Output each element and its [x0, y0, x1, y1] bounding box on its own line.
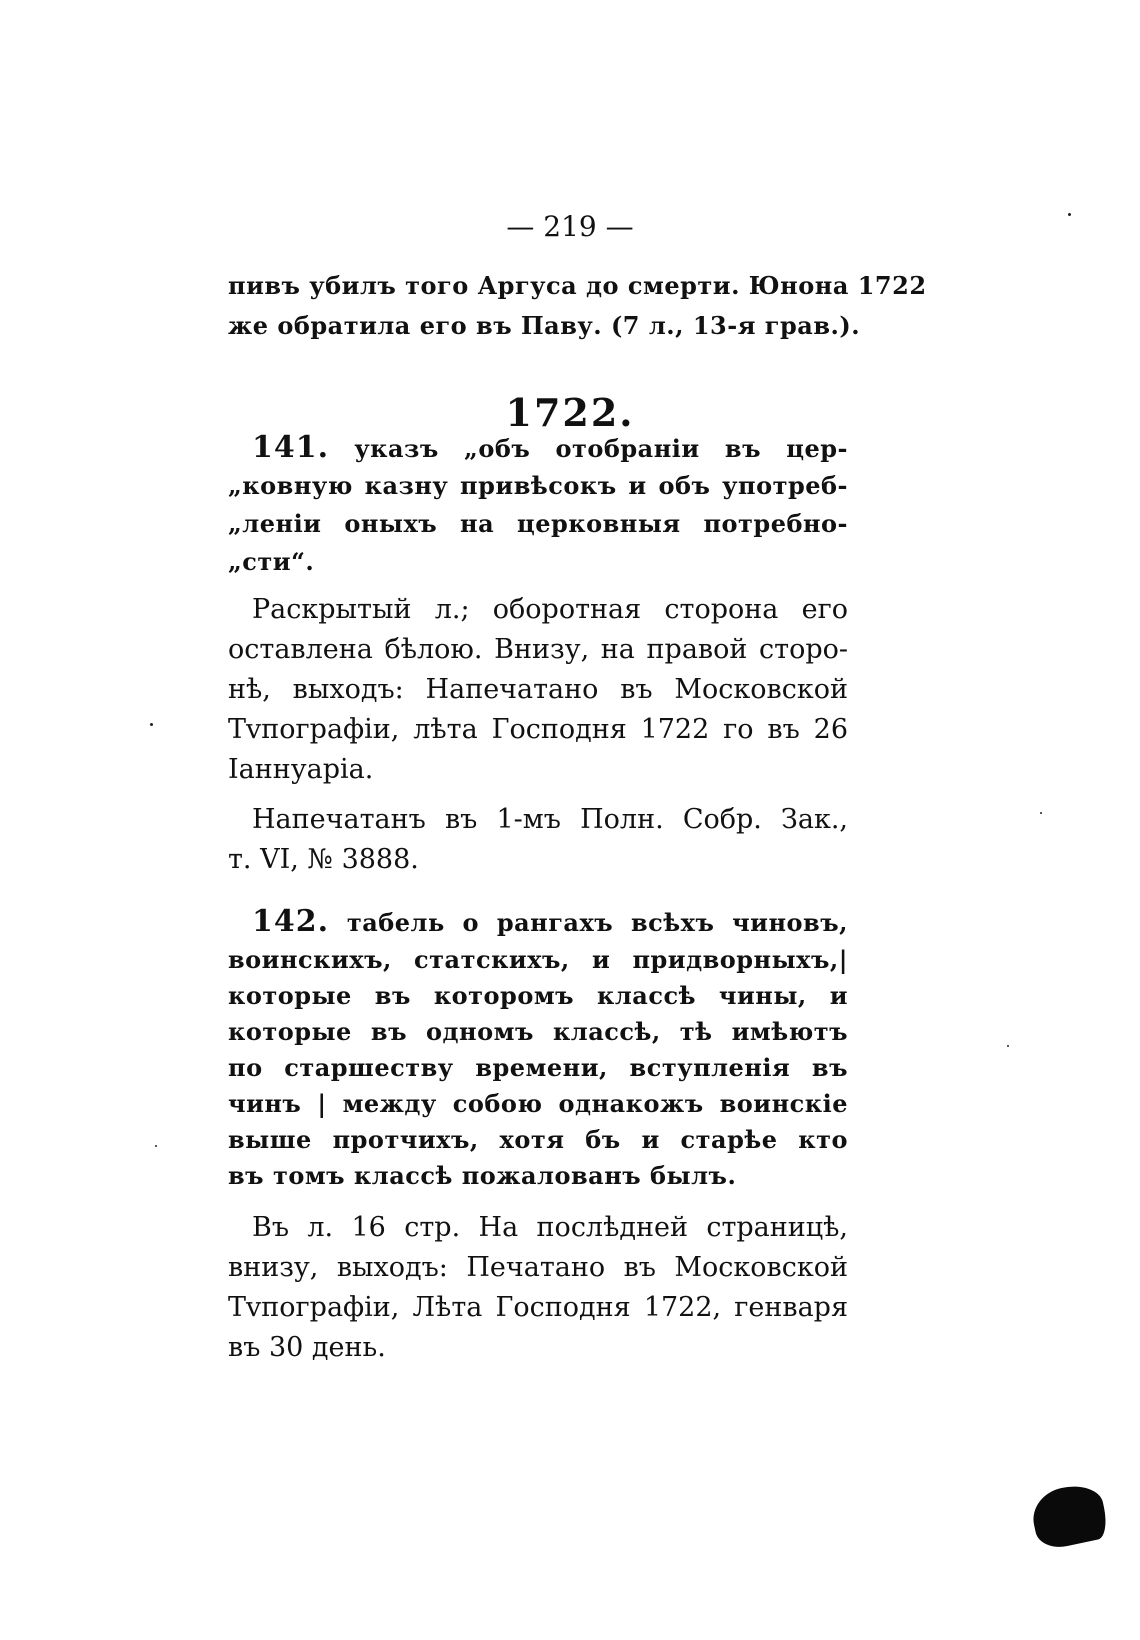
entry-142-description-line: Въ л. 16 стр. На послѣдней страницѣ, [252, 1212, 848, 1243]
entry-142-title-line: воинскихъ, статскихъ, и придворныхъ,| [228, 945, 848, 974]
entry-142-description-line: Тvпографiи, Лѣта Господня 1722, генваря [228, 1292, 848, 1323]
entry-141-title-line: „ковную казну привѣсокъ и объ употреб- [228, 471, 848, 500]
scan-speck [1040, 812, 1042, 814]
entry-141-description-line: оставлена бѣлою. Внизу, на правой сторо- [228, 634, 848, 665]
entry-141-reference-line: Напечатанъ въ 1-мъ Полн. Собр. Зак., [252, 804, 848, 835]
page-number: — 219 — [506, 210, 634, 243]
entry-141-number: 141. [252, 430, 330, 465]
scan-speck [155, 1145, 157, 1147]
entry-141-description-line: Iаннуарiа. [228, 754, 374, 785]
entry-142-title-line: въ томъ классѣ пожалованъ былъ. [228, 1161, 737, 1190]
entry-142-title-text: табель о рангахъ всѣхъ чиновъ, [346, 908, 849, 937]
entry-142-title-line: которые въ одномъ классѣ, тѣ имѣютъ [228, 1017, 848, 1046]
entry-141-reference-line: т. VI, № 3888. [228, 844, 419, 875]
entry-141-description-line: Тvпографiи, лѣта Господня 1722 го въ 26 [228, 714, 848, 745]
entry-141-description-line: Раскрытый л.; оборотная сторона его [252, 594, 848, 625]
scan-speck [150, 723, 153, 726]
entry-142-title-line: которые въ которомъ классѣ чины, и [228, 981, 848, 1010]
entry-142-title-line: чинъ | между собою однакожъ воинскiе [228, 1089, 848, 1118]
entry-142-description-line: внизу, выходъ: Печатано въ Московской [228, 1252, 848, 1283]
entry-141-title-line: „сти“. [228, 547, 315, 576]
entry-141-title-text: указъ „объ отобранiи въ цер- [354, 434, 848, 463]
entry-141-description-line: нѣ, выходъ: Напечатано въ Московской [228, 674, 848, 705]
entry-142-description-line: въ 30 день. [228, 1332, 386, 1363]
scan-speck [1068, 213, 1071, 216]
entry-142-title-line [252, 902, 848, 943]
entry-141-title-line [252, 428, 848, 469]
ink-blot [1028, 1480, 1110, 1552]
entry-142-title-line: по старшеству времени, вступленiя въ [228, 1053, 848, 1082]
continuation-line: пивъ убилъ того Аргуса до смерти. Юнона 1722 [228, 271, 927, 300]
entry-141-title-line: „ленiи оныхъ на церковныя потребно- [228, 509, 848, 538]
scan-speck [1007, 1045, 1009, 1047]
entry-142-number: 142. [252, 904, 330, 939]
year-heading: 1722. [505, 390, 635, 435]
entry-142-title-line: выше протчихъ, хотя бъ и старѣе кто [228, 1125, 848, 1154]
continuation-line: же обратила его въ Паву. (7 л., 13-я грав.). [228, 311, 861, 340]
